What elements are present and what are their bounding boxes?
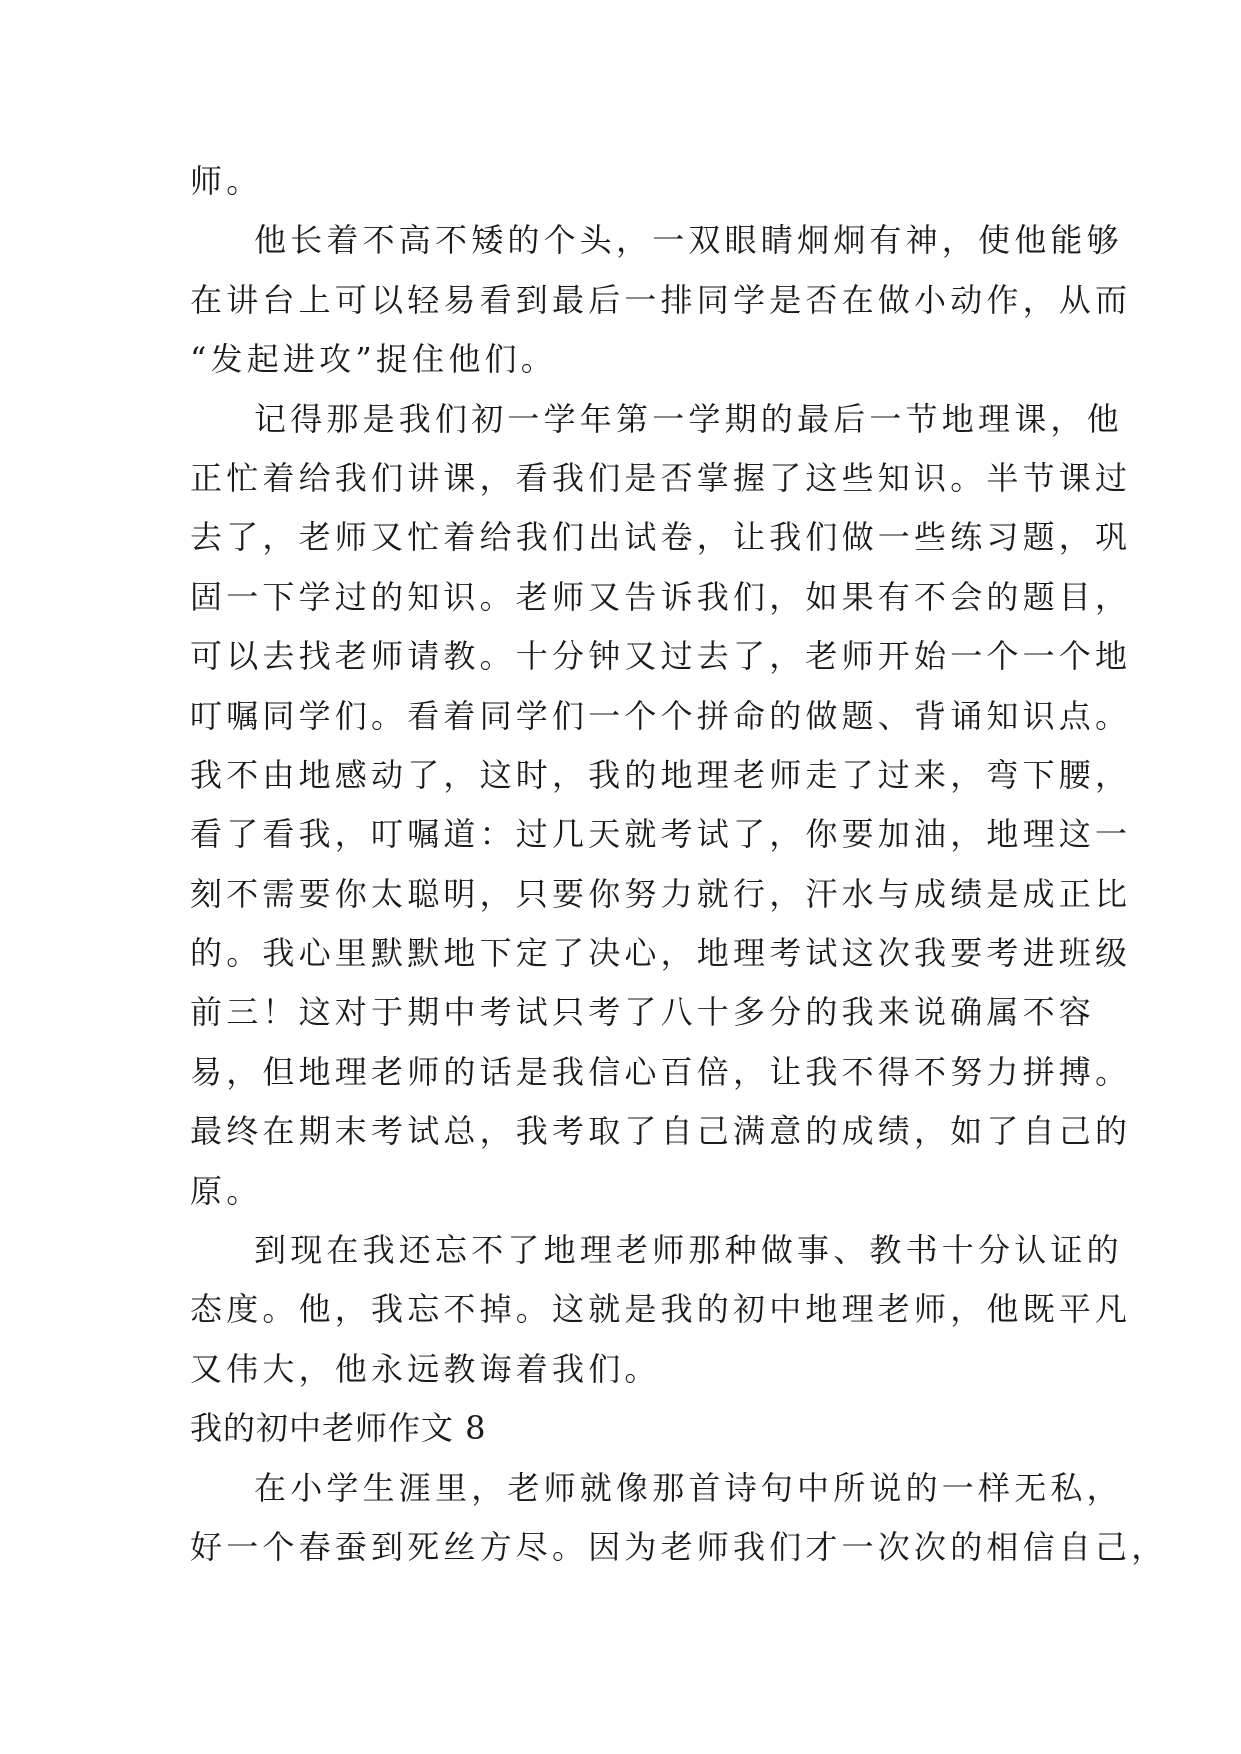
- paragraph-start-line: 在小学生涯里，老师就像那首诗句中所说的一样无私，: [254, 1468, 1123, 1507]
- text-line: 在讲台上可以轻易看到最后一排同学是否在做小动作，从而: [190, 280, 1132, 319]
- paragraph-start-line: 记得那是我们初一学年第一学期的最后一节地理课，他: [254, 399, 1123, 438]
- text-line: 固一下学过的知识。老师又告诉我们，如果有不会的题目，: [190, 577, 1132, 616]
- text-line: 叮嘱同学们。看着同学们一个个拼命的做题、背诵知识点。: [190, 696, 1132, 735]
- text-line: 去了，老师又忙着给我们出试卷，让我们做一些练习题，巩: [190, 518, 1132, 557]
- text-line: 刻不需要你太聪明，只要你努力就行，汗水与成绩是成正比: [190, 874, 1132, 913]
- text-line: 看了看我，叮嘱道：过几天就考试了，你要加油，地理这一: [190, 815, 1132, 854]
- text-line: 正忙着给我们讲课，看我们是否掌握了这些知识。半节课过: [190, 458, 1132, 497]
- text-line: 态度。他，我忘不掉。这就是我的初中地理老师，他既平凡: [190, 1290, 1132, 1329]
- text-line: 我不由地感动了，这时，我的地理老师走了过来，弯下腰，: [190, 755, 1132, 794]
- text-line: 前三！这对于期中考试只考了八十多分的我来说确属不容: [190, 993, 1096, 1032]
- text-line: 的。我心里默默地下定了决心，地理考试这次我要考进班级: [190, 934, 1132, 973]
- text-line: 原。: [190, 1171, 263, 1210]
- paragraph-start-line: 他长着不高不矮的个头，一双眼睛炯炯有神，使他能够: [254, 221, 1123, 260]
- text-line: 又伟大，他永远教诲着我们。: [190, 1349, 661, 1388]
- document-body: [190, 152, 1168, 1577]
- text-line: 最终在期末考试总，我考取了自己满意的成绩，如了自己的: [190, 1112, 1132, 1151]
- text-line: “发起进攻”捉住他们。: [190, 340, 557, 379]
- text-line: 易，但地理老师的话是我信心百倍，让我不得不努力拼搏。: [190, 1052, 1132, 1091]
- paragraph-start-line: 到现在我还忘不了地理老师那种做事、教书十分认证的: [254, 1231, 1123, 1270]
- section-heading: 我的初中老师作文 8: [190, 1409, 487, 1448]
- text-line: 可以去找老师请教。十分钟又过去了，老师开始一个一个地: [190, 637, 1132, 676]
- text-line: 好一个春蚕到死丝方尽。因为老师我们才一次次的相信自己，: [190, 1527, 1168, 1566]
- text-line: 师。: [190, 162, 263, 200]
